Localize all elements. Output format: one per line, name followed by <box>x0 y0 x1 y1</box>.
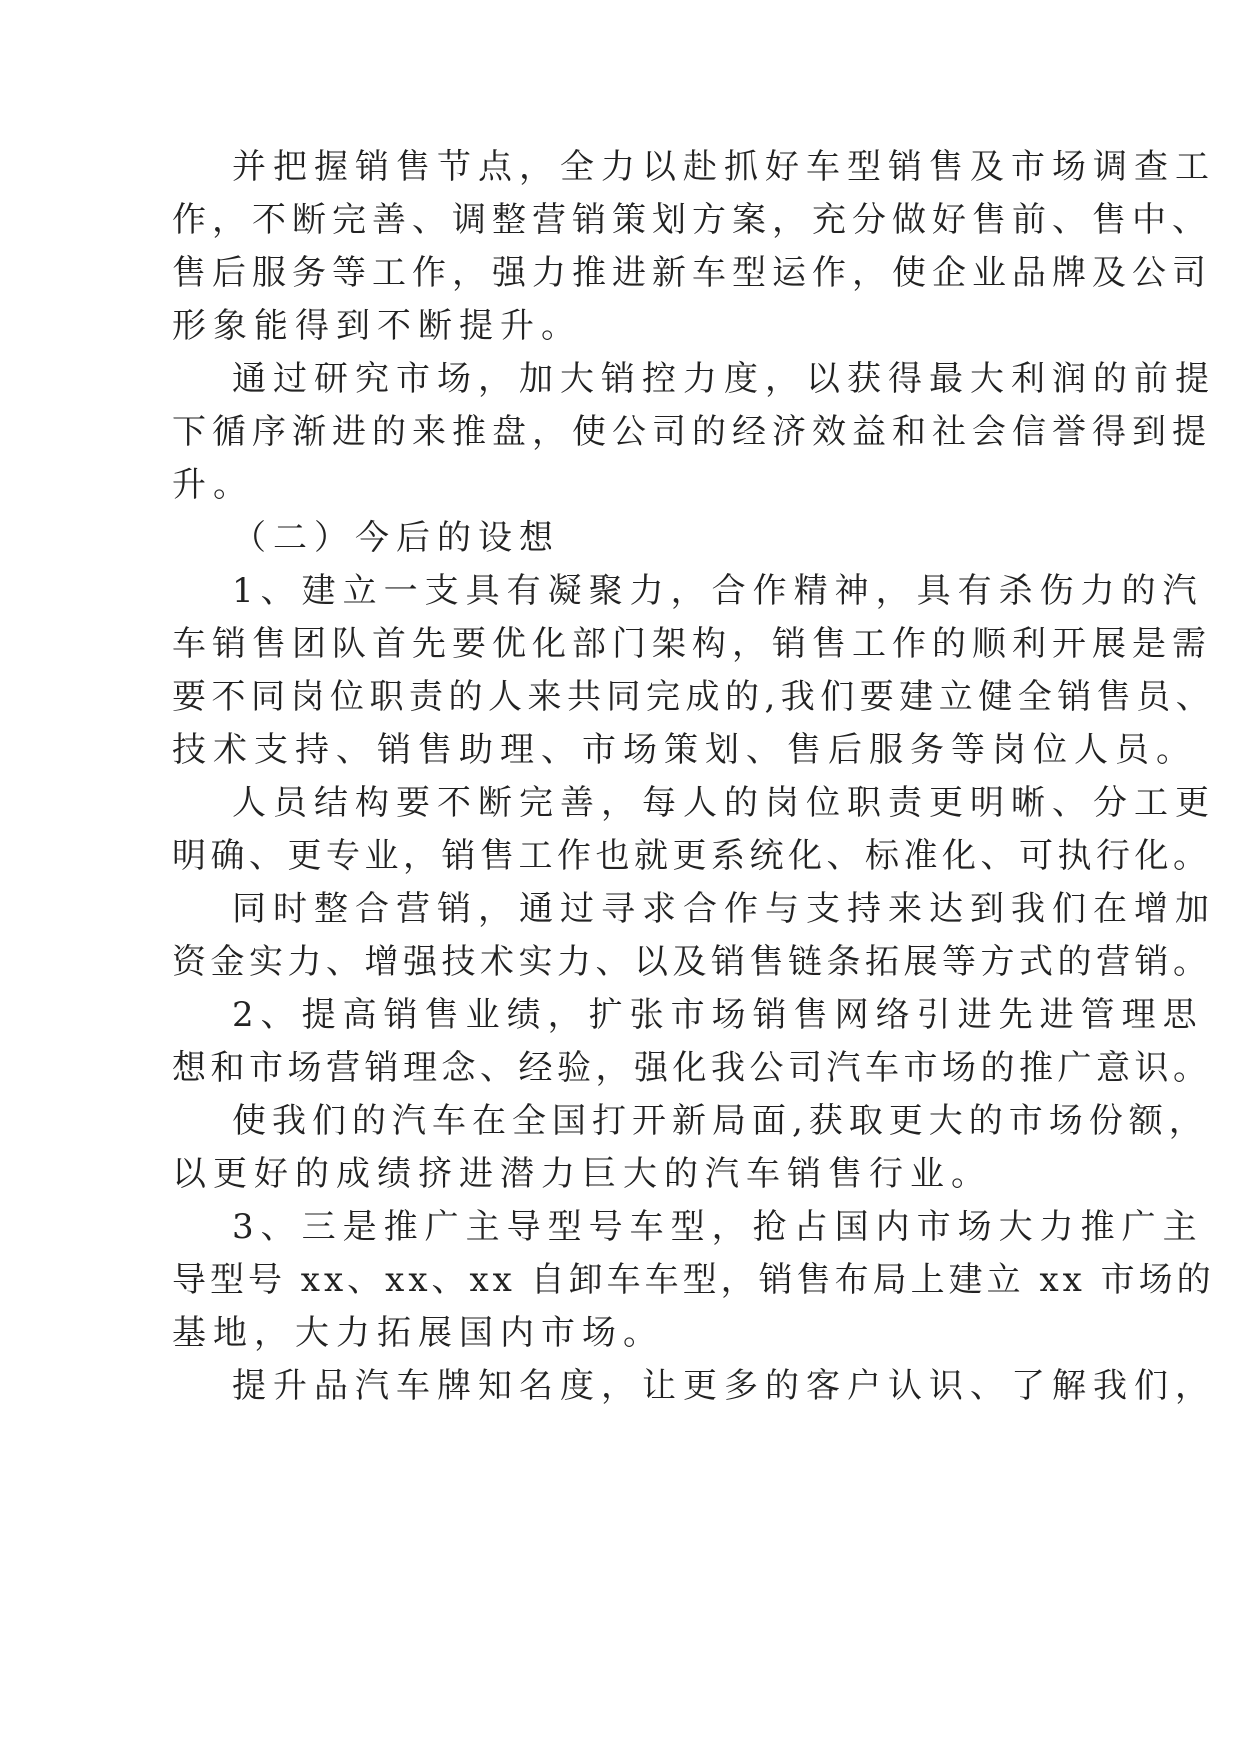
text-line: 下循序渐进的来推盘，使公司的经济效益和社会信誉得到提 <box>172 412 1212 452</box>
text-line: 同时整合营销，通过寻求合作与支持来达到我们在增加 <box>232 889 1216 929</box>
text-line: 导型号 xx、xx、xx 自卸车车型，销售布局上建立 xx 市场的 <box>172 1260 1215 1300</box>
text-line: 售后服务等工作，强力推进新车型运作，使企业品牌及公司 <box>172 253 1212 293</box>
text-line: 升。 <box>172 465 254 505</box>
text-line: 资金实力、增强技术实力、以及销售链条拓展等方式的营销。 <box>172 942 1212 982</box>
text-line: 并把握销售节点，全力以赴抓好车型销售及市场调查工 <box>232 147 1216 187</box>
text-line: 使我们的汽车在全国打开新局面,获取更大的市场份额， <box>232 1101 1209 1141</box>
text-line: 通过研究市场，加大销控力度，以获得最大利润的前提 <box>232 359 1216 399</box>
text-line: 要不同岗位职责的人来共同完成的,我们要建立健全销售员、 <box>172 677 1216 717</box>
text-line: 人员结构要不断完善，每人的岗位职责更明晰、分工更 <box>232 783 1216 823</box>
text-line: 基地，大力拓展国内市场。 <box>172 1313 664 1353</box>
text-line: 3、三是推广主导型号车型，抢占国内市场大力推广主 <box>232 1207 1204 1247</box>
text-line: 作，不断完善、调整营销策划方案，充分做好售前、售中、 <box>172 200 1212 240</box>
text-line: 2、提高销售业绩，扩张市场销售网络引进先进管理思 <box>232 995 1204 1035</box>
text-line: 明确、更专业，销售工作也就更系统化、标准化、可执行化。 <box>172 836 1212 876</box>
text-line: 以更好的成绩挤进潜力巨大的汽车销售行业。 <box>172 1154 992 1194</box>
text-line: 技术支持、销售助理、市场策划、售后服务等岗位人员。 <box>172 730 1197 770</box>
text-line: 想和市场营销理念、经验，强化我公司汽车市场的推广意识。 <box>172 1048 1212 1088</box>
section-heading: （二）今后的设想 <box>232 518 560 558</box>
text-line: 1、建立一支具有凝聚力，合作精神，具有杀伤力的汽 <box>232 571 1204 611</box>
text-line: 形象能得到不断提升。 <box>172 306 582 346</box>
text-line: 提升品汽车牌知名度，让更多的客户认识、了解我们， <box>232 1366 1216 1406</box>
text-line: 车销售团队首先要优化部门架构，销售工作的顺利开展是需 <box>172 624 1212 664</box>
